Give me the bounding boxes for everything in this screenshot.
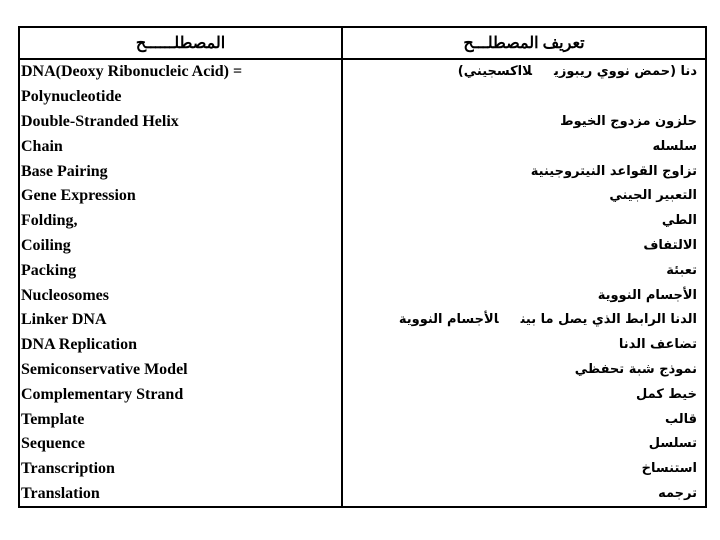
table-row — [19, 159, 706, 184]
definition-cell — [342, 59, 706, 85]
term-cell: Double-Stranded Helix — [19, 110, 342, 135]
definition-text: نموذج شبة تحفظي — [574, 361, 697, 377]
term-cell: DNA Replication — [19, 333, 342, 358]
term-cell: Translation — [19, 482, 342, 508]
glossary-body — [19, 59, 706, 507]
definition-text: تضاعف الدنا — [618, 337, 697, 353]
term-cell: DNA(Deoxy Ribonucleic Acid) = — [19, 59, 342, 85]
table-row — [19, 432, 706, 457]
definition-cell — [342, 432, 706, 457]
term-cell: Folding, — [19, 209, 342, 234]
definition-text: ترجمه — [658, 485, 697, 501]
definition-cell — [342, 134, 706, 159]
table-row — [19, 482, 706, 508]
term-column-header: المصطلــــــح — [19, 27, 342, 59]
definition-text: تزاوج القواعد النيتروجينية — [530, 163, 697, 179]
definition-cell — [342, 482, 706, 508]
definition-cell — [342, 407, 706, 432]
table-row — [19, 110, 706, 135]
definition-text: استنساخ — [641, 461, 697, 477]
glossary-table — [18, 26, 707, 508]
definition-text: سلسله — [652, 138, 697, 154]
term-cell: Chain — [19, 134, 342, 159]
table-row — [19, 209, 706, 234]
definition-text: الطي — [661, 213, 697, 229]
term-cell: Polynucleotide — [19, 85, 342, 110]
definition-cell — [342, 358, 706, 383]
table-row — [19, 457, 706, 482]
table-row — [19, 382, 706, 407]
term-cell: Transcription — [19, 457, 342, 482]
term-cell: Packing — [19, 258, 342, 283]
table-row — [19, 184, 706, 209]
table-row — [19, 258, 706, 283]
table-row — [19, 59, 706, 85]
definition-column-header: تعريف المصطلـــح — [342, 27, 706, 59]
table-row — [19, 308, 706, 333]
definition-text: حلزون مزدوج الخيوط — [560, 113, 697, 129]
definition-text: الدنا الرابط الذي يصل ما بين — [520, 312, 697, 328]
definition-text: قالب — [664, 411, 697, 427]
term-cell: Nucleosomes — [19, 283, 342, 308]
table-row — [19, 85, 706, 110]
definition-text: الالتفاف — [643, 237, 697, 253]
definition-cell — [342, 457, 706, 482]
term-cell: Coiling — [19, 234, 342, 259]
definition-cell — [342, 258, 706, 283]
definition-text: الأجسام النووية — [597, 287, 697, 303]
definition-cell — [342, 110, 706, 135]
term-cell: Base Pairing — [19, 159, 342, 184]
definition-extra-text: الأجسام النووية — [398, 312, 499, 328]
definition-text: دنا (حمض نووي ريبوزي — [554, 64, 697, 80]
table-row — [19, 407, 706, 432]
definition-cell — [342, 85, 706, 110]
header-row — [19, 27, 706, 59]
definition-cell — [342, 382, 706, 407]
definition-cell — [342, 159, 706, 184]
definition-extra-text: لااكسجيني) — [457, 64, 532, 80]
definition-text: التعبير الجيني — [609, 188, 697, 204]
term-cell: Linker DNA — [19, 308, 342, 333]
term-cell: Semiconservative Model — [19, 358, 342, 383]
definition-text: تعبئة — [666, 262, 697, 278]
definition-cell — [342, 234, 706, 259]
definition-cell — [342, 209, 706, 234]
term-cell: Gene Expression — [19, 184, 342, 209]
table-row — [19, 358, 706, 383]
term-cell: Sequence — [19, 432, 342, 457]
definition-text: خيط كمل — [635, 386, 697, 402]
term-cell: Template — [19, 407, 342, 432]
definition-cell — [342, 308, 706, 333]
table-row — [19, 134, 706, 159]
definition-text: تسلسل — [648, 436, 697, 452]
table-row — [19, 283, 706, 308]
definition-cell — [342, 184, 706, 209]
table-row — [19, 333, 706, 358]
term-cell: Complementary Strand — [19, 382, 342, 407]
table-row — [19, 234, 706, 259]
definition-cell — [342, 283, 706, 308]
definition-cell — [342, 333, 706, 358]
